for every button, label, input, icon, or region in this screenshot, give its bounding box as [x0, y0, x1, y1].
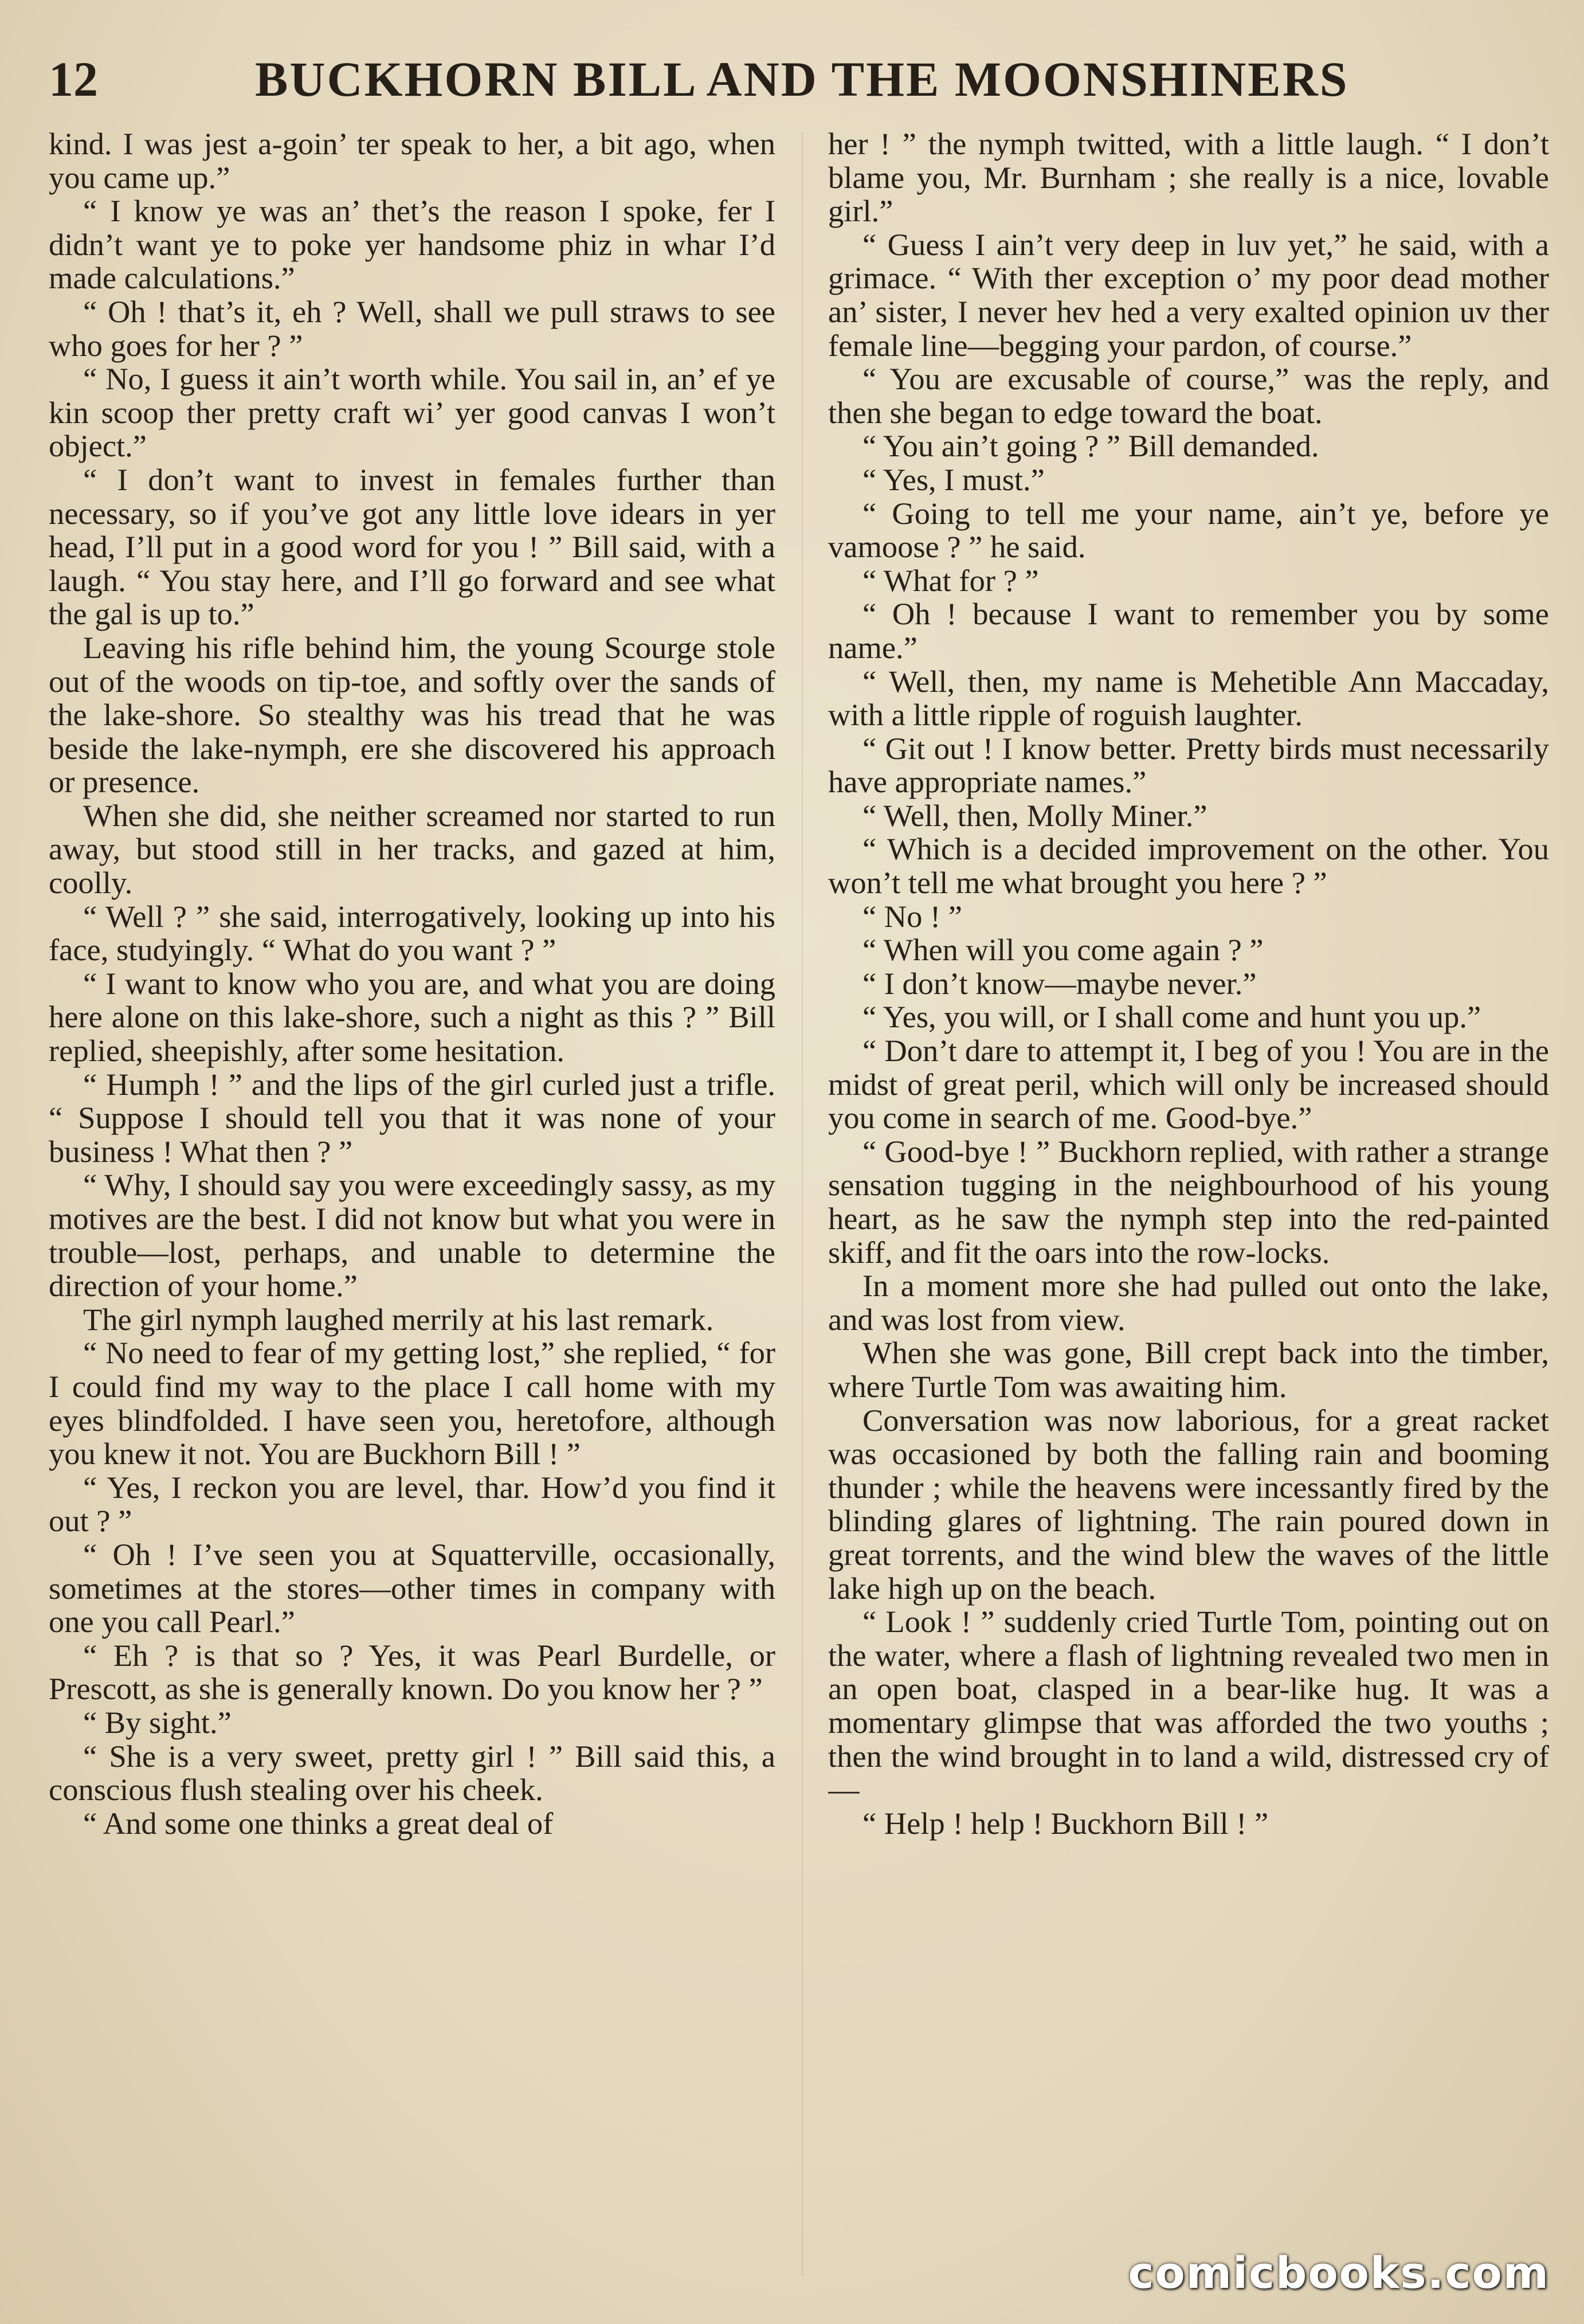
paragraph: Leaving his rifle behind him, the young Scourge stole out of the woods on tip-toe, and softly over the sands of the lake-shore. So stealthy was his tread that he was beside the lake-nymph, ere she discovered his approach or presence. — [49, 629, 775, 800]
paragraph: “ Help ! help ! Buckhorn Bill ! ” — [862, 1805, 1269, 1841]
right-text-column — [828, 127, 1549, 2271]
paragraph: “ Guess I ain’t very deep in luv yet,” he said, with a grimace. “ With ther exception o’ my poor dead mother an’ sister, I never hev hed a very exalted opinion uv ther female line—begging your pardon, of course.” — [828, 226, 1549, 363]
paragraph: “ Oh ! I’ve seen you at Squatterville, occasionally, sometimes at the stores—other times in company with one you call Pearl.” — [49, 1536, 775, 1640]
paragraph: In a moment more she had pulled out onto the lake, and was lost from view. — [828, 1268, 1549, 1337]
paragraph: “ Don’t dare to attempt it, I beg of you ! You are in the midst of great peril, which will only be increased should you come in search of me. Good-bye.” — [828, 1033, 1549, 1136]
paragraph: “ When will you come again ? ” — [862, 932, 1264, 968]
paragraph: “ What for ? ” — [862, 562, 1039, 598]
paragraph: “ Well, then, my name is Mehetible Ann Maccaday, with a little ripple of roguish laughter. — [828, 663, 1549, 733]
paragraph: “ Yes, I must.” — [862, 461, 1045, 497]
page-number: 12 — [49, 52, 98, 107]
paragraph: Conversation was now laborious, for a great racket was occasioned by both the falling rain and booming thunder ; while the heavens were incessantly fired by the blinding glares of lightning. The rain poured down in great torrents, and the wind blew the waves of the little lake high up on the beach. — [828, 1402, 1549, 1606]
page-header — [49, 50, 1550, 119]
site-watermark: comicbooks.com — [1128, 2247, 1550, 2298]
paragraph: “ Git out ! I know better. Pretty birds must necessarily have appropriate names.” — [828, 730, 1549, 800]
column-gutter — [802, 132, 803, 2276]
paragraph: “ Well ? ” she said, interrogatively, looking up into his face, studyingly. “ What do you want ? ” — [49, 898, 775, 968]
paragraph: “ No need to fear of my getting lost,” she replied, “ for I could find my way to the place I call home with my eyes blindfolded. I have seen you, heretofore, although you knew it not. You are Buckhorn Bill ! ” — [49, 1335, 775, 1472]
paragraph: “ I don’t know—maybe never.” — [862, 965, 1257, 1001]
paragraph: “ Yes, I reckon you are level, thar. How’d you find it out ? ” — [49, 1469, 775, 1539]
paragraph: When she was gone, Bill crept back into the timber, where Turtle Tom was awaiting him. — [828, 1335, 1549, 1404]
running-title: BUCKHORN BILL AND THE MOONSHINERS — [255, 52, 1349, 107]
paragraph: “ By sight.” — [83, 1704, 232, 1740]
paragraph: “ You ain’t going ? ” Bill demanded. — [862, 428, 1319, 464]
paragraph: “ Oh ! that’s it, eh ? Well, shall we pull straws to see who goes for her ? ” — [49, 294, 775, 363]
paragraph: “ Good-bye ! ” Buckhorn replied, with rather a strange sensation tugging in the neighbourhood of his young heart, as he saw the nymph step into the red-painted skiff, and fit the oars into the row-locks. — [828, 1133, 1549, 1270]
paragraph: “ No ! ” — [862, 898, 962, 934]
paragraph: “ Which is a decided improvement on the other. You won’t tell me what brought you here ? ” — [828, 831, 1549, 901]
paragraph: her ! ” the nymph twitted, with a little laugh. “ I don’t blame you, Mr. Burnham ; she really is a nice, lovable girl.” — [828, 127, 1549, 229]
paragraph: “ Well, then, Molly Miner.” — [862, 797, 1207, 833]
paragraph: “ Look ! ” suddenly cried Turtle Tom, pointing out on the water, where a flash of lightning revealed two men in an open boat, clasped in a bear-like hug. It was a momentary glimpse that was afforded the two youths ; then the wind brought in to land a wild, distressed cry of— — [828, 1604, 1549, 1807]
paragraph: “ Yes, you will, or I shall come and hunt you up.” — [862, 999, 1481, 1035]
paragraph: When she did, she neither screamed nor started to run away, but stood still in her tracks, and gazed at him, coolly. — [49, 797, 775, 901]
paragraph: “ I want to know who you are, and what you are doing here alone on this lake-shore, such a night as this ? ” Bill replied, sheepishly, after some hesitation. — [49, 965, 775, 1069]
paragraph: “ No, I guess it ain’t worth while. You sail in, an’ ef ye kin scoop ther pretty craft wi’ yer good canvas I won’t object.” — [49, 361, 775, 464]
paragraph: “ She is a very sweet, pretty girl ! ” Bill said this, a conscious flush stealing over his cheek. — [49, 1738, 775, 1807]
paragraph: “ I know ye was an’ thet’s the reason I spoke, fer I didn’t want ye to poke yer handsome phiz in whar I’d made calculations.” — [49, 193, 775, 296]
paragraph: “ And some one thinks a great deal of — [83, 1805, 554, 1841]
paragraph: “ Humph ! ” and the lips of the girl curled just a trifle. “ Suppose I should tell you that it was none of your business ! What then ? ” — [49, 1066, 775, 1169]
paragraph: The girl nymph laughed merrily at his last remark. — [83, 1301, 714, 1337]
paragraph: “ You are excusable of course,” was the reply, and then she began to edge toward the boat. — [828, 361, 1549, 430]
paragraph: “ Why, I should say you were exceedingly sassy, as my motives are the best. I did not know but what you were in trouble—lost, perhaps, and unable to determine the direction of your home.” — [49, 1167, 775, 1304]
left-text-column — [49, 127, 775, 2271]
paragraph: “ Going to tell me your name, ain’t ye, before ye vamoose ? ” he said. — [828, 495, 1549, 565]
paragraph: kind. I was jest a-goin’ ter speak to her, a bit ago, when you came up.” — [49, 127, 775, 195]
paragraph: “ Eh ? is that so ? Yes, it was Pearl Burdelle, or Prescott, as she is generally known. Do you know her ? ” — [49, 1637, 775, 1707]
paragraph: “ Oh ! because I want to remember you by some name.” — [828, 596, 1549, 665]
paragraph: “ I don’t want to invest in females further than necessary, so if you’ve got any little love idears in yer head, I’ll put in a good word for you ! ” Bill said, with a laugh. “ You stay here, and I’ll go forward and see what the gal is up to.” — [49, 461, 775, 632]
